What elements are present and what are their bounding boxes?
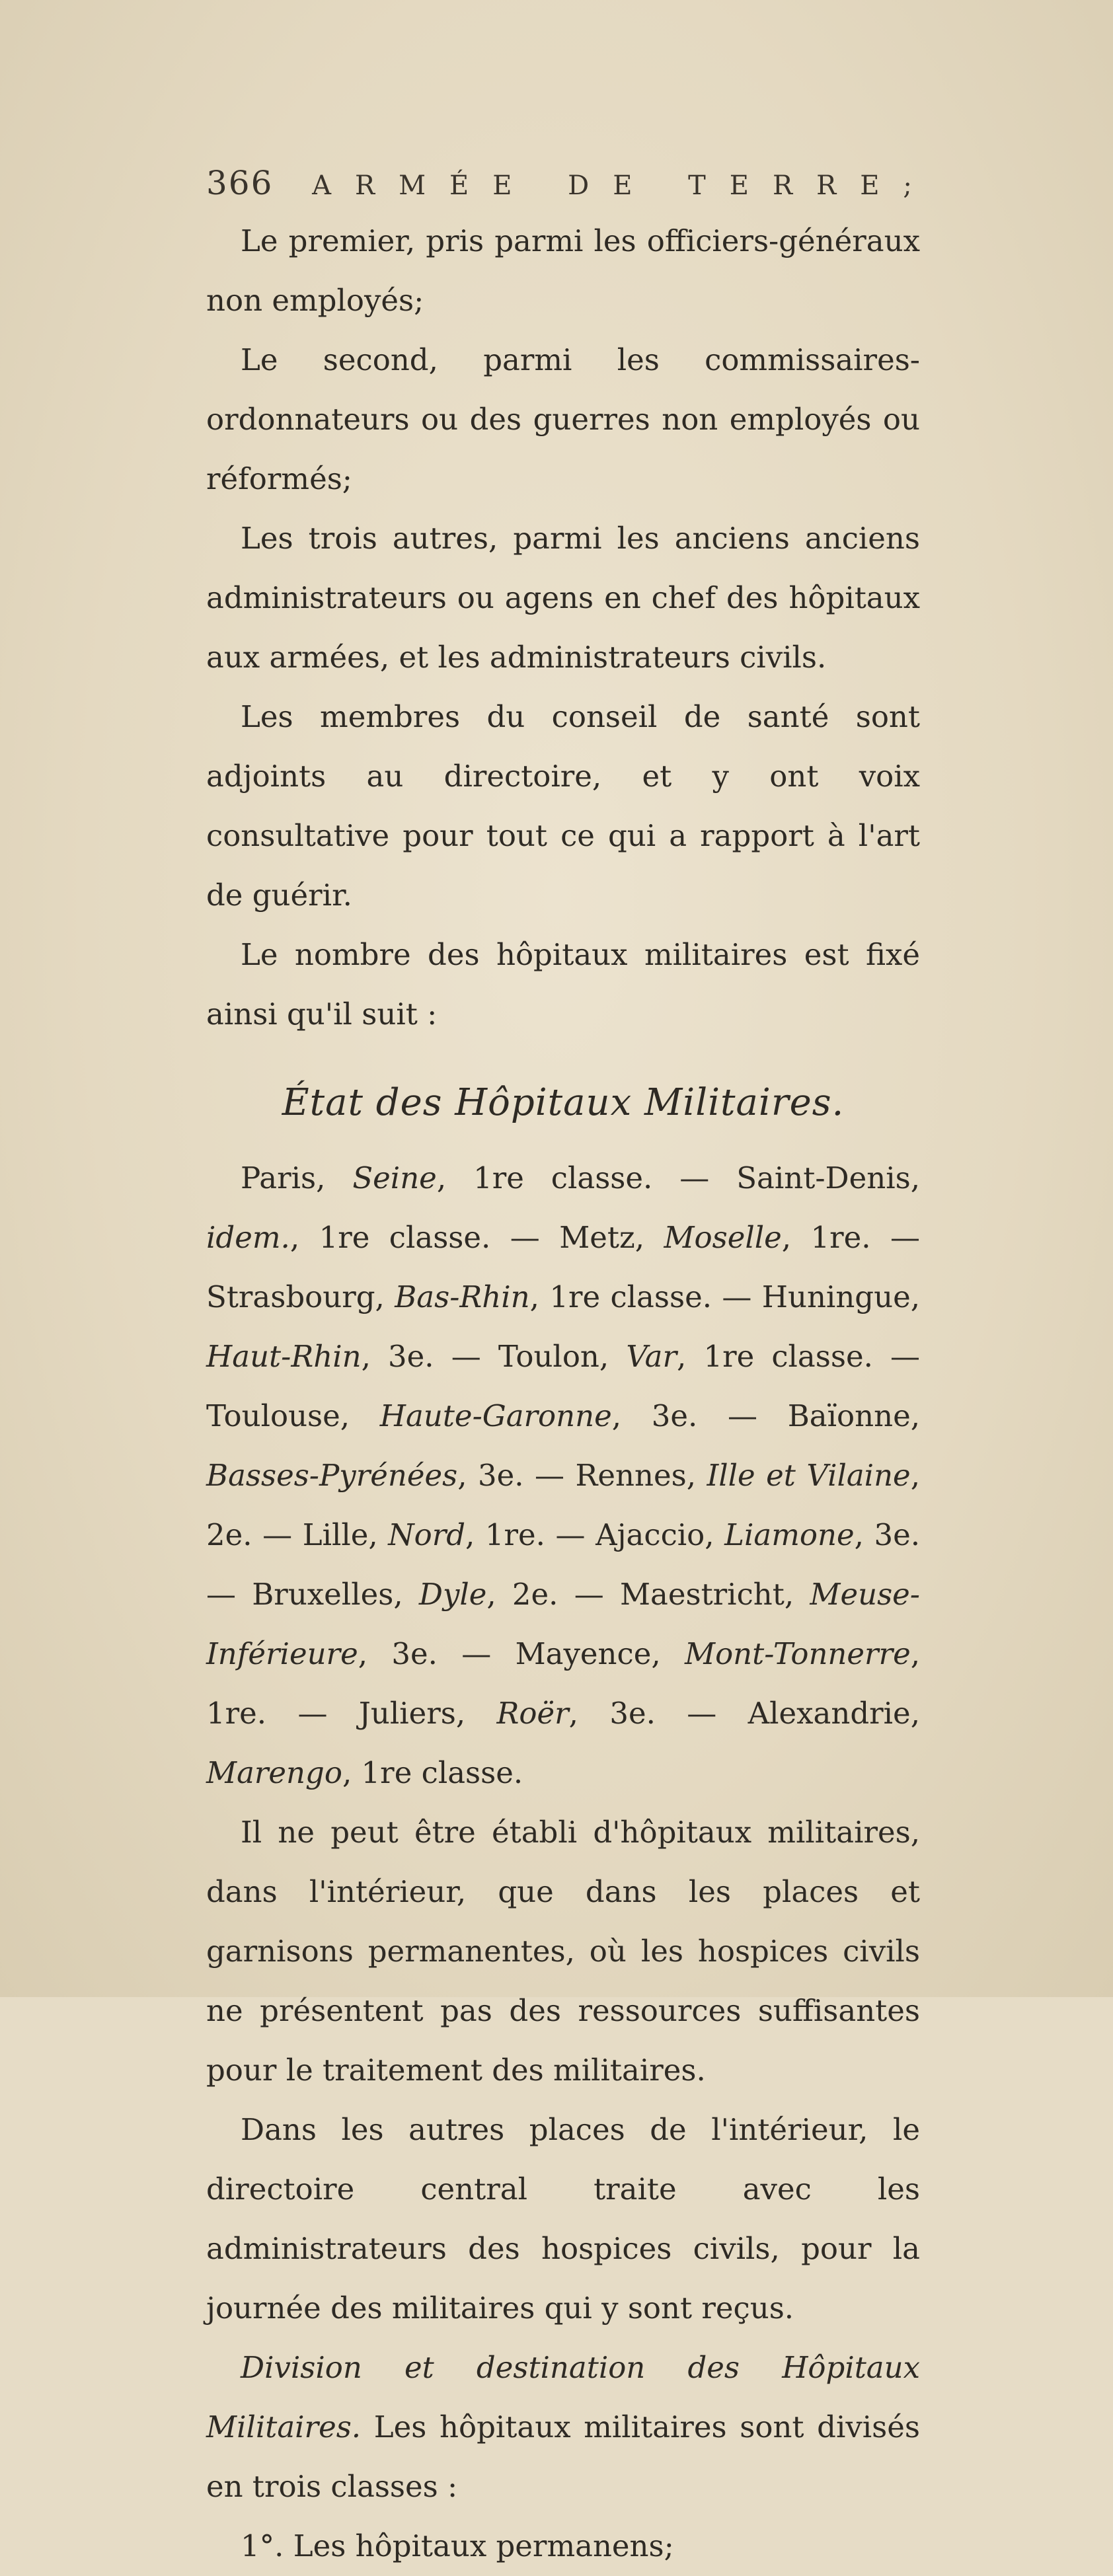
page-header xyxy=(206,164,936,217)
hospital-department: Marengo xyxy=(206,1755,342,1790)
paragraph: Il ne peut être établi d'hôpitaux militaires, dans l'intérieur, que dans les places et garnisons permanentes, où les hospices civils ne présentent pas des ressources suffisantes pour le traitement des militaires. xyxy=(206,1815,920,2088)
hospital-city: Paris xyxy=(241,1160,317,1195)
hospital-department: idem. xyxy=(206,1220,290,1255)
hospital-department: Bas-Rhin xyxy=(395,1279,530,1314)
hospital-department: Nord xyxy=(388,1517,466,1552)
hospital-city: Toulouse xyxy=(206,1398,340,1433)
hospital-department: Mont-Tonnerre xyxy=(685,1636,911,1671)
hospital-city: Strasbourg xyxy=(206,1279,375,1314)
hospital-department: Moselle xyxy=(664,1220,782,1255)
hospital-city: Bruxelles xyxy=(252,1577,394,1612)
hospital-department: Ille et Vilaine xyxy=(707,1458,911,1493)
hospital-department: Roër xyxy=(496,1696,569,1731)
hospital-department: Dyle xyxy=(418,1577,487,1612)
hospital-city: Lille xyxy=(302,1517,369,1552)
hospital-department: Var xyxy=(626,1339,677,1374)
paragraph: Les membres du conseil de santé sont adjoints au directoire, et y ont voix consultative pour tout ce qui a rapport à l'art de guérir. xyxy=(206,699,920,913)
hospital-class: 3e. xyxy=(388,1339,434,1374)
paragraph: Le second, parmi les commissaires-ordonnateurs ou des guerres non employés ou réformés; xyxy=(206,342,920,496)
hospital-class: 1re classe. xyxy=(703,1339,873,1374)
hospital-class: 1re. xyxy=(810,1220,871,1255)
list-item: 1°. Les hôpitaux permanens; xyxy=(241,2528,674,2563)
hospital-class: 2e. xyxy=(512,1577,558,1612)
hospital-class: 1re classe. xyxy=(361,1755,523,1790)
hospital-city: Huningue xyxy=(761,1279,911,1314)
paragraph: Dans les autres places de l'intérieur, le directoire central traite avec les administrateurs des hospices civils, pour la journée des militaires qui y sont reçus. xyxy=(206,2112,920,2326)
hospital-class: 1re classe. xyxy=(549,1279,712,1314)
hospital-city: Juliers xyxy=(358,1696,456,1731)
hospital-city: Baïonne xyxy=(787,1398,911,1433)
hospital-list: Paris, Seine, 1re classe. — Saint-Denis, idem., 1re classe. — Metz, Moselle, 1re. — Strasbourg, Bas-Rhin, 1re classe. — Huningue, Haut-Rhin, 3e. — Toulon, Var, 1re classe. — Toulouse, Haute-Garonne, 3e. — Baïonne, Basses-Pyrénées, 3e. — Rennes, Ille et Vilaine, 2e. — Lille, Nord, 1re. — Ajaccio, Liamone, 3e. — Bruxelles, Dyle, 2e. — Maestricht, Meuse-Inférieure, 3e. — Mayence, Mont-Tonnerre, 1re. — Juliers, Roër, 3e. — Alexandrie, Marengo, 1re classe. xyxy=(206,1160,921,1790)
hospital-class: 2e. xyxy=(206,1517,252,1552)
section-title: État des Hôpitaux Militaires. xyxy=(282,1081,845,1124)
hospital-department: Haute-Garonne xyxy=(379,1398,612,1433)
hospital-department: Haut-Rhin xyxy=(206,1339,362,1374)
hospital-class: 3e. xyxy=(391,1636,438,1671)
hospital-city: Saint-Denis xyxy=(736,1160,911,1195)
hospital-department: Meuse-Inférieure xyxy=(206,1577,920,1671)
page-number: 366 xyxy=(206,164,274,202)
hospital-class: 1re. xyxy=(206,1696,267,1731)
hospital-city: Toulon xyxy=(498,1339,599,1374)
paragraph: Le premier, pris parmi les officiers-généraux non employés; xyxy=(206,223,920,318)
paragraph: Le nombre des hôpitaux militaires est fixé ainsi qu'il suit : xyxy=(206,937,920,1032)
hospital-class: 3e. xyxy=(651,1398,698,1433)
hospital-department: Liamone xyxy=(724,1517,855,1552)
body-text xyxy=(206,211,920,2576)
running-title: ARMÉE DE TERRE; xyxy=(312,170,936,201)
hospital-city: Mayence xyxy=(515,1636,652,1671)
hospital-class: 3e. xyxy=(609,1696,656,1731)
hospital-city: Ajaccio xyxy=(595,1517,705,1552)
hospital-department: Basses-Pyrénées xyxy=(206,1458,458,1493)
hospital-class: 3e. xyxy=(874,1517,921,1552)
paragraph: Les trois autres, parmi les anciens anciens administrateurs ou agens en chef des hôpitaux aux armées, et les administrateurs civils. xyxy=(206,521,920,675)
hospital-class: 3e. xyxy=(477,1458,524,1493)
hospital-department: Seine xyxy=(352,1160,437,1195)
hospital-city: Maestricht xyxy=(619,1577,785,1612)
hospital-city: Alexandrie xyxy=(748,1696,911,1731)
hospital-class: 1re classe. xyxy=(319,1220,491,1255)
division-text: Les hôpitaux militaires sont divisés en trois classes : xyxy=(206,2409,920,2504)
hospital-city: Metz xyxy=(559,1220,635,1255)
division-paragraph xyxy=(206,2338,920,2517)
hospital-class: 1re. xyxy=(484,1517,545,1552)
division-lead: Division et destination des Hôpitaux Militaires. xyxy=(206,2350,920,2444)
hospital-class: 1re classe. xyxy=(473,1160,653,1195)
hospital-city: Rennes xyxy=(575,1458,687,1493)
